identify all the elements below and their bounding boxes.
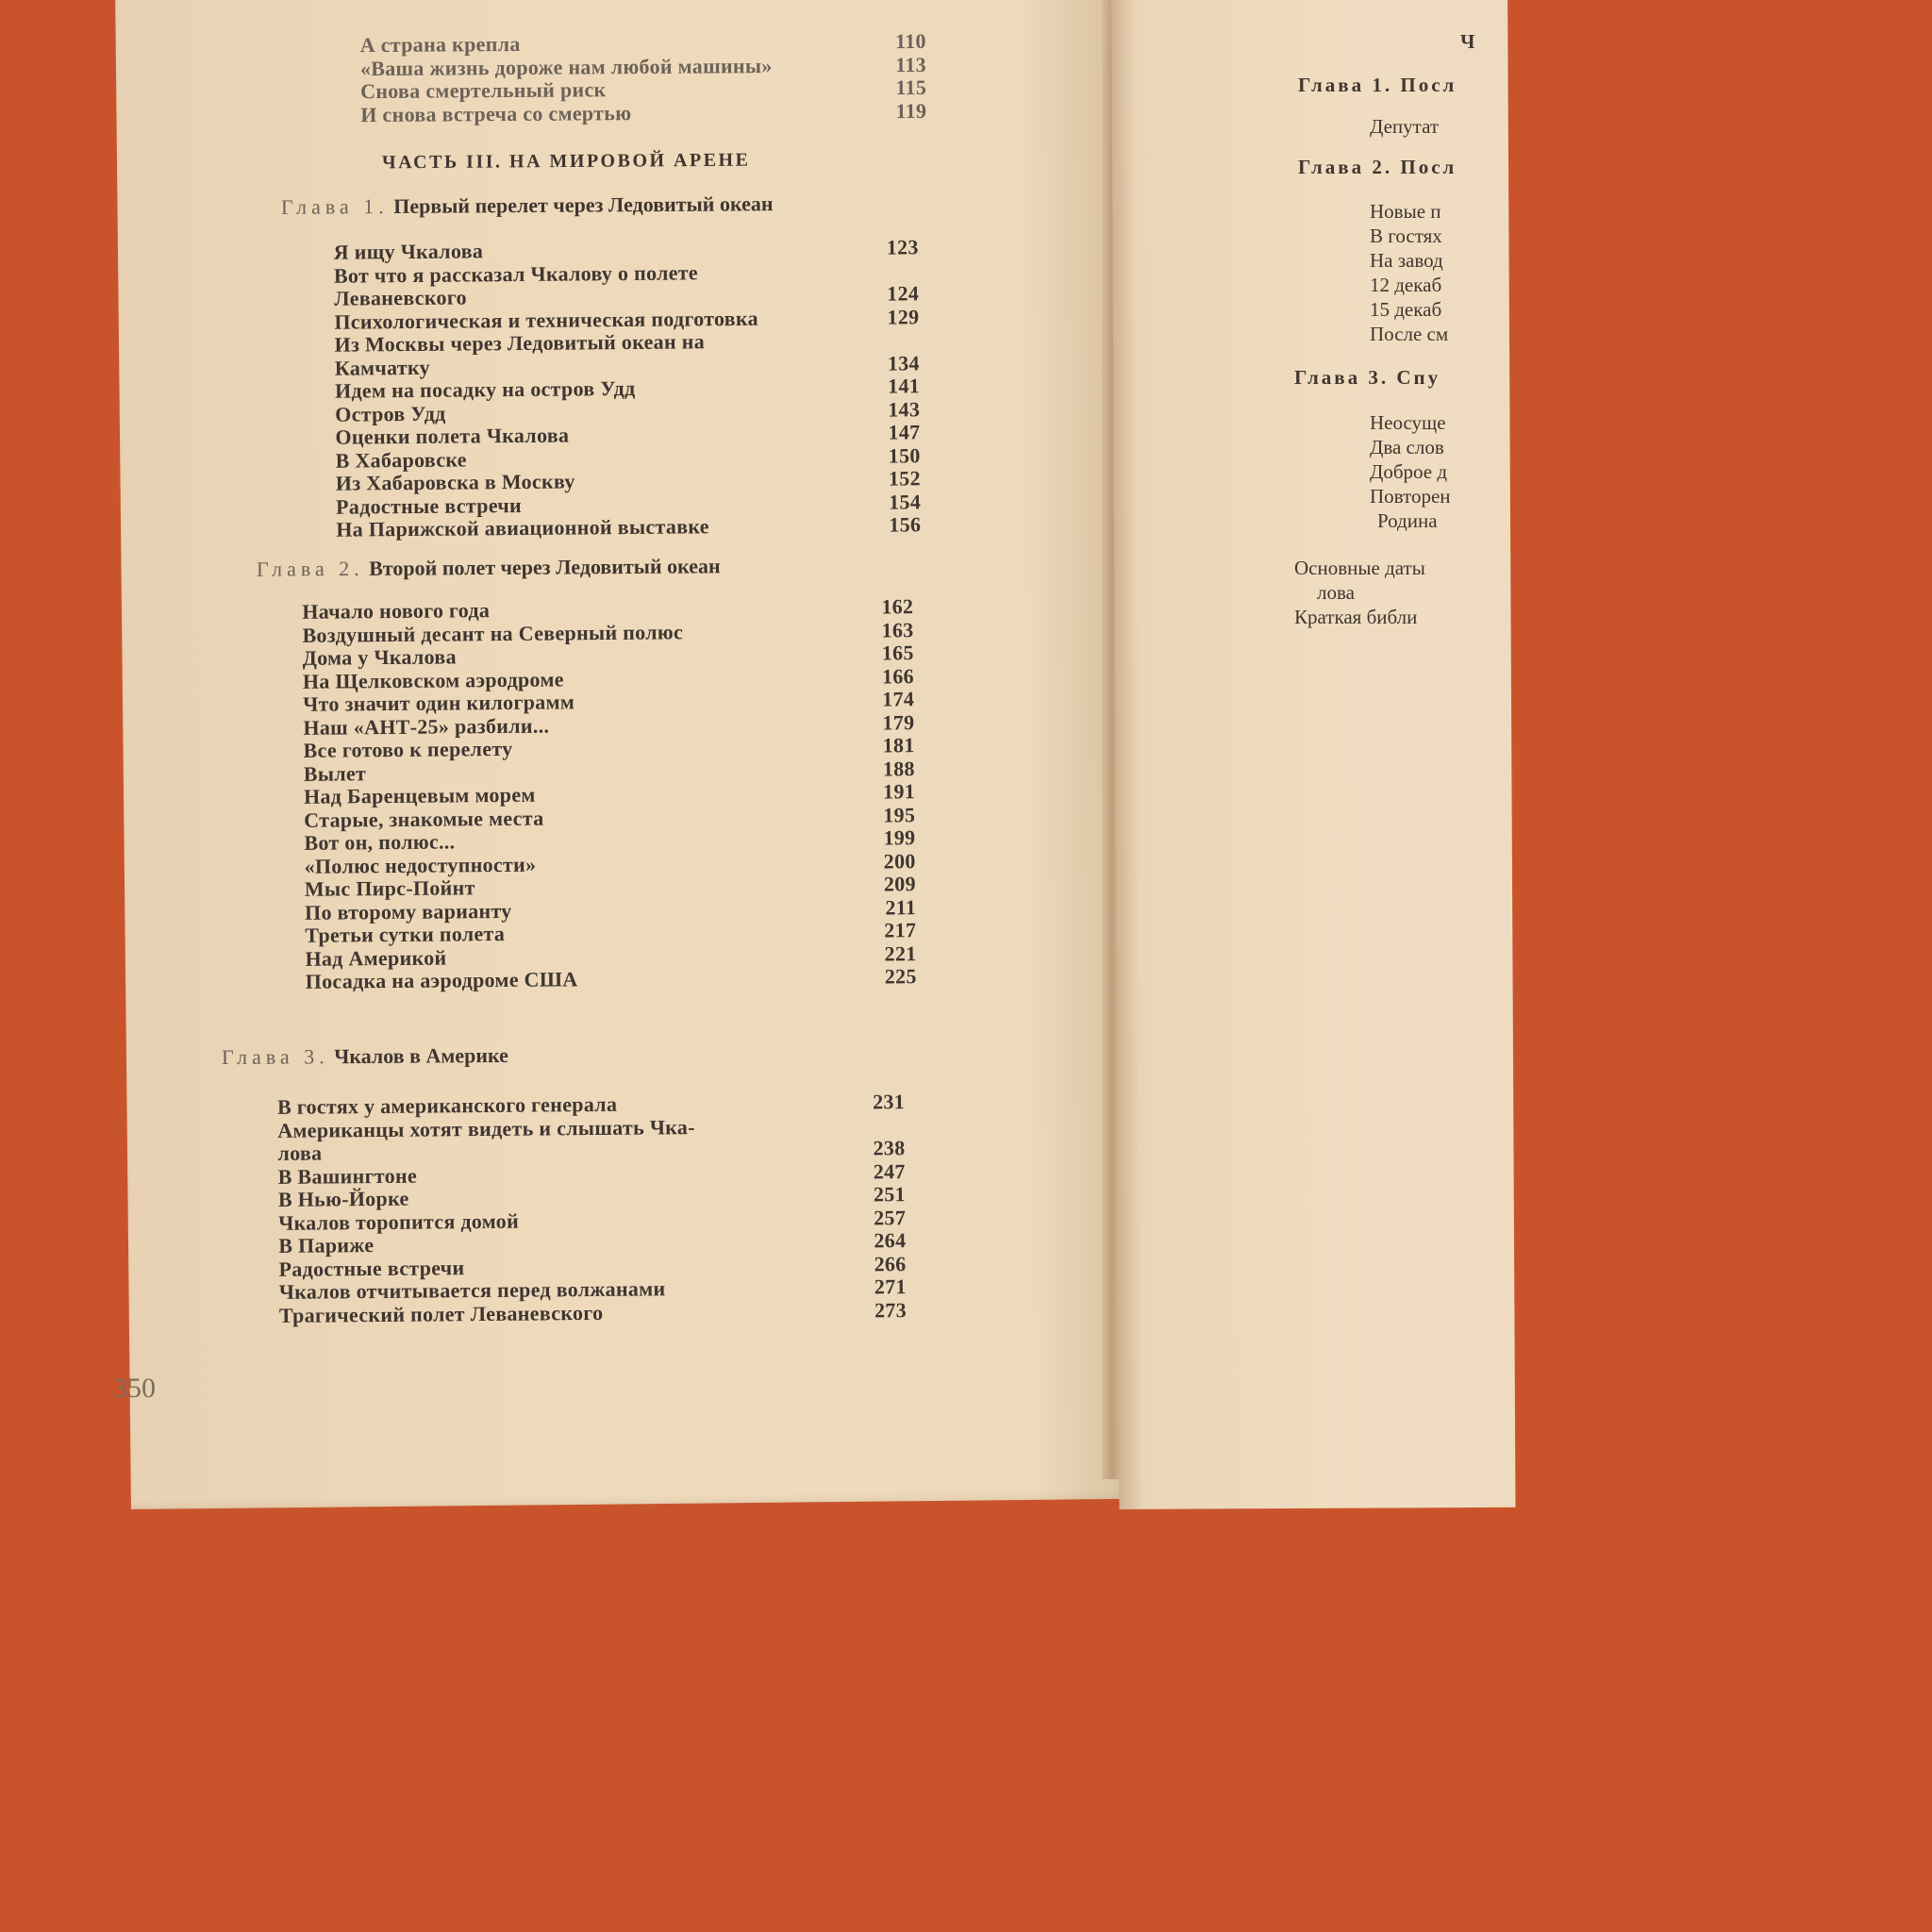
toc-entry-title: Над Баренцевым морем (303, 782, 536, 808)
toc-entry-title: Наш «АНТ-25» разбили... (303, 713, 550, 740)
toc-entry-page: 147 (888, 420, 921, 444)
toc-entry-page: 181 (882, 733, 915, 758)
toc-entry-page: 191 (882, 779, 916, 804)
toc-entry-title: Вот что я рассказал Чкалову о полете (333, 259, 699, 288)
toc-entry-page: 123 (886, 235, 919, 259)
toc-entry-page: 188 (882, 756, 915, 780)
toc-entry-title: В гостях у американского генерала (276, 1091, 618, 1119)
toc-entry-title: В Нью-Йорке (277, 1186, 409, 1211)
toc-entry-page: 200 (883, 848, 916, 873)
toc-entry-title: Все готово к перелету (303, 736, 513, 762)
toc-entry-title: Радостные встречи (335, 492, 523, 519)
chapter3-title: Чкалов в Америке (334, 1042, 508, 1069)
toc-entry (360, 98, 926, 125)
right-page-line: Родина (1377, 509, 1438, 532)
toc-entry-title: Мыс Пирс-Пойнт (304, 875, 475, 901)
toc-entry-title: Третьи сутки полета (305, 921, 506, 947)
toc-entry-page: 162 (881, 594, 914, 619)
toc-entry-title: Воздушный десант на Северный полюс (302, 619, 684, 647)
toc-entry-title: Радостные встречи (278, 1255, 465, 1281)
right-page-line: лова (1317, 581, 1355, 604)
page-number: 350 (113, 1373, 156, 1404)
chapter2-entries (302, 594, 917, 992)
toc-entry-title: Вылет (303, 760, 367, 786)
toc-entry-title: И снова встреча со смертью (360, 100, 632, 126)
toc-entry-page: 119 (895, 98, 927, 123)
right-page-line: Глава 1. Посл (1298, 74, 1457, 96)
toc-entry-page: 152 (888, 466, 921, 491)
toc-entry-title: На Щелковском аэродроме (302, 666, 564, 693)
toc-entry-page: 115 (895, 75, 927, 100)
right-page-line: Глава 2. Посл (1298, 156, 1457, 178)
toc-entry-page: 124 (887, 281, 920, 306)
right-page-line: Ч (1460, 30, 1475, 53)
chapter1-heading (281, 192, 774, 220)
toc-entry-title: Дома у Чкалова (302, 644, 457, 670)
toc-entry-page: 273 (874, 1297, 908, 1322)
chapter3-entries (277, 1090, 907, 1326)
right-page-line: Глава 3. Спу (1294, 366, 1441, 389)
chapter1-label: Глава 1. (280, 194, 389, 219)
toc-entry-title: Американцы хотят видеть и слышать Чка- (277, 1114, 695, 1142)
toc-entry-page: 179 (882, 709, 915, 734)
toc-entry-page: 264 (874, 1228, 907, 1253)
toc-entry-title: Посадка на аэродроме США (305, 967, 578, 993)
toc-entry-title: Трагический полет Леваневского (278, 1300, 604, 1327)
toc-entry-title: Остров Удд (335, 401, 446, 426)
right-page-line: Доброе д (1370, 460, 1448, 483)
toc-entry-title: Старые, знакомые места (304, 806, 544, 832)
toc-entry-title: Леваневского (334, 285, 467, 310)
right-page-line: Основные даты (1294, 557, 1425, 579)
toc-entry-page: 165 (881, 641, 914, 665)
toc-entry-page: 217 (884, 918, 917, 942)
toc-entry-title: Вот он, полюс... (304, 829, 456, 855)
toc-entry-page: 225 (884, 964, 917, 989)
toc-entry-page: 247 (873, 1158, 906, 1183)
chapter3-label: Глава 3. (221, 1044, 329, 1070)
toc-entry-page: 257 (874, 1205, 907, 1229)
toc-entry-page: 238 (873, 1136, 906, 1160)
toc-entry-title: лова (277, 1141, 323, 1165)
chapter1-title: Первый перелет через Ледовитый океан (393, 192, 774, 218)
right-page-line: После см (1370, 323, 1449, 345)
toc-entry-page: 251 (873, 1182, 906, 1207)
right-page-line: Повторен (1370, 485, 1451, 508)
toc-entry-page: 199 (883, 825, 916, 850)
toc-entry-page: 141 (887, 374, 921, 398)
toc-entry-page: 221 (884, 941, 917, 965)
chapter1-entries (334, 235, 922, 541)
toc-entry-page: 195 (883, 802, 916, 826)
part-heading: ЧАСТЬ III. НА МИРОВОЙ АРЕНЕ (381, 149, 751, 174)
toc-entry-title: Начало нового года (302, 598, 491, 624)
toc-entry-title: Идем на посадку на остров Удд (334, 375, 636, 403)
toc-entry-title: На Парижской авиационной выставке (336, 514, 709, 541)
right-page-line: В гостях (1370, 225, 1442, 247)
toc-entry-title: Чкалов торопится домой (278, 1208, 520, 1235)
right-page-line: Два слов (1370, 436, 1444, 458)
right-page (1111, 0, 1515, 1509)
toc-entry-title: Из Москвы через Ледовитый океан на (334, 329, 706, 357)
right-page-line: 15 декаб (1370, 298, 1442, 321)
toc-entry-title: В Вашингтоне (277, 1163, 418, 1189)
toc-entry-page: 271 (874, 1274, 907, 1299)
chapter3-heading (222, 1043, 508, 1070)
chapter2-title: Второй полет через Ледовитый океан (369, 554, 721, 580)
toc-entry-title: Оценки полета Чкалова (335, 423, 570, 449)
toc-entry-title: «Полюс недоступности» (304, 852, 537, 878)
right-page-line: 12 декаб (1370, 274, 1442, 296)
toc-entry-page: 134 (887, 350, 920, 375)
toc-entry-title: Камчатку (334, 355, 430, 380)
right-page-line: Краткая библи (1294, 606, 1418, 628)
toc-entry-page: 113 (895, 52, 926, 76)
toc-entry-title: Психологическая и техническая подготовка (334, 306, 758, 334)
toc-entry-page: 154 (889, 489, 922, 514)
toc-entry-title: А страна крепла (359, 31, 521, 58)
right-page-line: На завод (1370, 249, 1443, 272)
toc-entry-page: 166 (881, 663, 915, 688)
toc-entry-page: 266 (874, 1251, 907, 1275)
toc-entry-page: 163 (881, 617, 914, 641)
toc-entry-page: 156 (889, 512, 922, 537)
toc-entry-page: 174 (882, 687, 915, 711)
toc-entry-title: Над Америкой (305, 945, 447, 971)
toc-entry-title: В Хабаровске (335, 446, 467, 473)
chapter2-label: Глава 2. (256, 556, 364, 581)
chapter2-heading (257, 554, 721, 581)
toc-entry-page: 231 (873, 1090, 906, 1114)
toc-entry-page: 110 (894, 28, 926, 54)
toc-entry-title: По второму варианту (304, 898, 512, 924)
toc-entry-title: Чкалов отчитывается перед волжанами (278, 1276, 666, 1304)
right-page-line: Депутат (1370, 115, 1440, 138)
toc-top-entries (360, 29, 927, 125)
toc-entry-title: «Ваша жизнь дороже нам любой машины» (359, 53, 773, 80)
toc-entry-page: 209 (883, 872, 916, 896)
toc-entry-title: Я ищу Чкалова (333, 239, 484, 264)
toc-entry-page: 150 (888, 442, 921, 468)
toc-entry-title: Из Хабаровска в Москву (335, 469, 575, 495)
toc-entry-title: Что значит один килограмм (303, 690, 575, 716)
toc-entry-page: 129 (887, 304, 920, 329)
toc-entry-title: В Париже (278, 1233, 375, 1257)
right-page-line: Новые п (1370, 200, 1441, 223)
right-page-line: Неосуще (1370, 411, 1446, 434)
toc-entry-page: 143 (888, 396, 921, 422)
toc-entry-page: 211 (885, 894, 917, 919)
toc-entry-title: Снова смертельный риск (360, 77, 607, 104)
